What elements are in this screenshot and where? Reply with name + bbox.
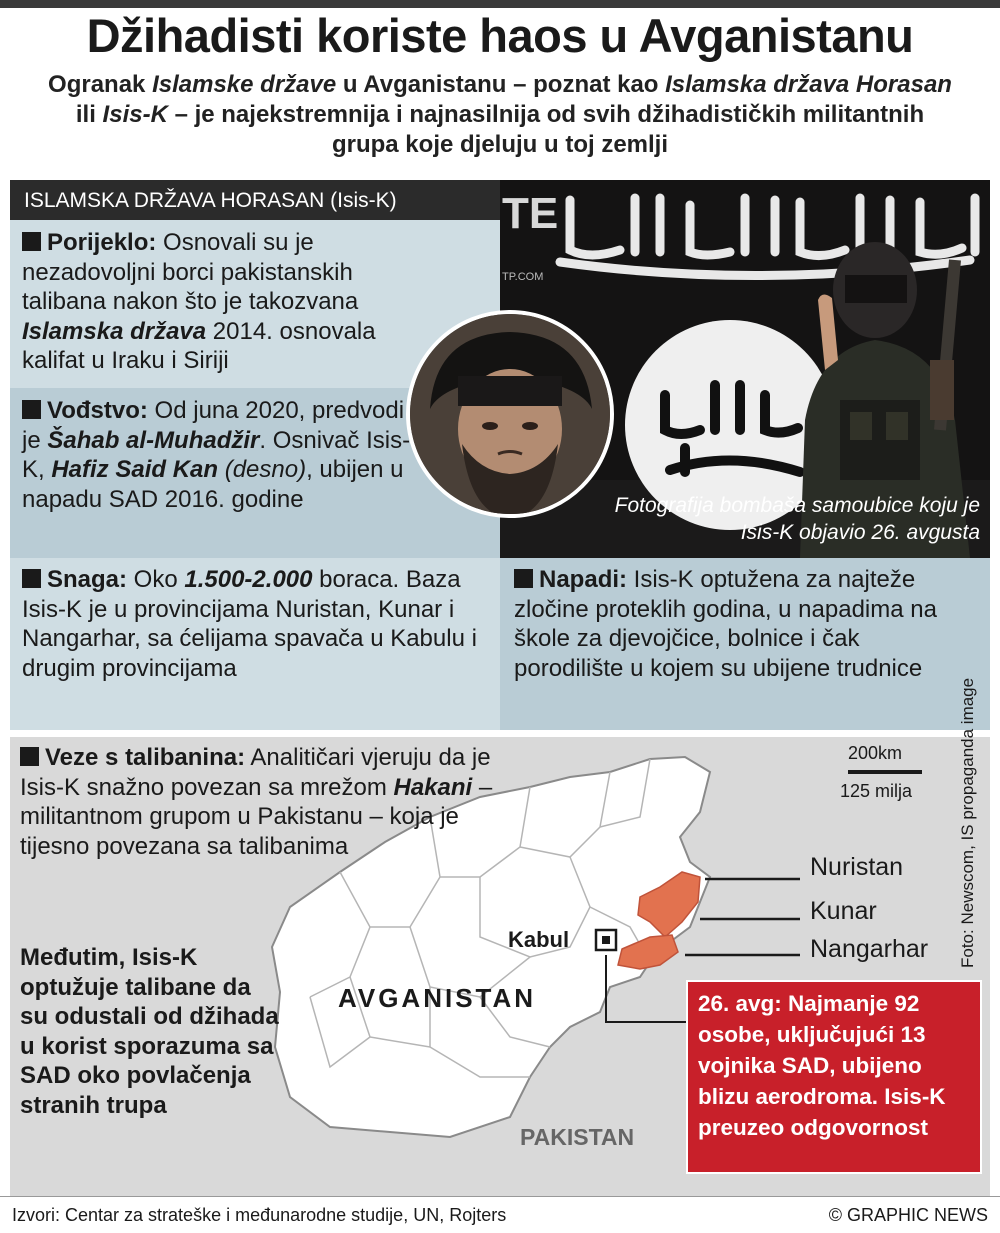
photo-caption: Fotografija bombaša samoubice koju je Isis-K objavio 26. avgusta — [614, 494, 980, 544]
origin-text: Porijeklo: Osnovali su je nezadovoljni borci pakistanskih talibana nakon što je takozvana Islamska država 2014. osnovala kalifat u Iraku i Siriji — [22, 229, 376, 374]
footer-rule — [0, 1196, 1000, 1197]
scale-miles: 125 milja — [840, 781, 913, 801]
svg-text:TP.COM: TP.COM — [502, 271, 544, 283]
bullet-square — [514, 569, 533, 588]
photo-credit: Foto: Newscom, IS propaganda image — [958, 677, 977, 968]
page-title: Džihadisti koriste haos u Avganistanu — [86, 9, 914, 62]
copyright-text: © GRAPHIC NEWS — [828, 1205, 988, 1225]
bullet-square — [22, 232, 41, 251]
bullet-square — [22, 400, 41, 419]
strength-text: Snaga: Oko 1.500-2.000 boraca. Baza Isis-K je u provincijama Nuristan, Kunar i Nangarhar, sa ćelijama spavača u Kabulu i drugim provincijama — [22, 566, 477, 682]
however-text: Međutim, Isis-K optužuje talibane da su odustali od džihada u korist sporazuma sa SAD oko povlačenja stranih trupa — [20, 944, 279, 1119]
leader-portrait — [406, 310, 614, 518]
top-rule — [0, 0, 1000, 8]
attacks-text: Napadi: Isis-K optužena za najteže zločine proteklih godina, u napadima na škole za djevojčice, bolnice i čak porodilište u kojem su ubijene trudnice — [514, 566, 937, 682]
neighbor-label: PAKISTAN — [520, 1124, 635, 1150]
scale-km: 200km — [848, 743, 903, 763]
province-label-nuristan: Nuristan — [810, 853, 904, 881]
leadership-text: Vođstvo: Od juna 2020, predvodi je Šahab al-Muhadžir. Osnivač Isis-K, Hafiz Said Kan (desno), ubijen u napadu SAD 2016. godine — [22, 397, 411, 513]
country-label: AVGANISTAN — [338, 983, 537, 1013]
bullet-square — [20, 747, 39, 766]
sources-text: Izvori: Centar za strateške i međunarodne studije, UN, Rojters — [12, 1205, 507, 1225]
svg-text:TE: TE — [502, 189, 559, 238]
capital-label: Kabul — [508, 927, 570, 952]
connections-text: Veze s talibanina: Analitičari vjeruju da je Isis-K snažno povezan sa mrežom Hakani – militantnom grupom u Pakistanu – koja je tijesno povezana sa talibanima — [20, 744, 493, 860]
section-header: ISLAMSKA DRŽAVA HORASAN (Isis-K) — [10, 180, 500, 220]
province-label-nangarhar: Nangarhar — [810, 935, 929, 963]
page-subtitle: Ogranak Islamske države u Avganistanu – poznat kao Islamska država Horasan ili Isis-K – je najekstremnija i najnasilnija od svih džihadističkih militantnih grupa koje djeluju u toj zemlji — [48, 71, 952, 158]
attack-callout: 26. avg: Najmanje 92 osobe, uključujući 13 vojnika SAD, ubijeno blizu aerodroma. Isis-K preuzeo odgovornost — [686, 980, 982, 1174]
province-label-kunar: Kunar — [810, 897, 877, 925]
bullet-square — [22, 569, 41, 588]
portrait-illustration — [410, 314, 610, 514]
